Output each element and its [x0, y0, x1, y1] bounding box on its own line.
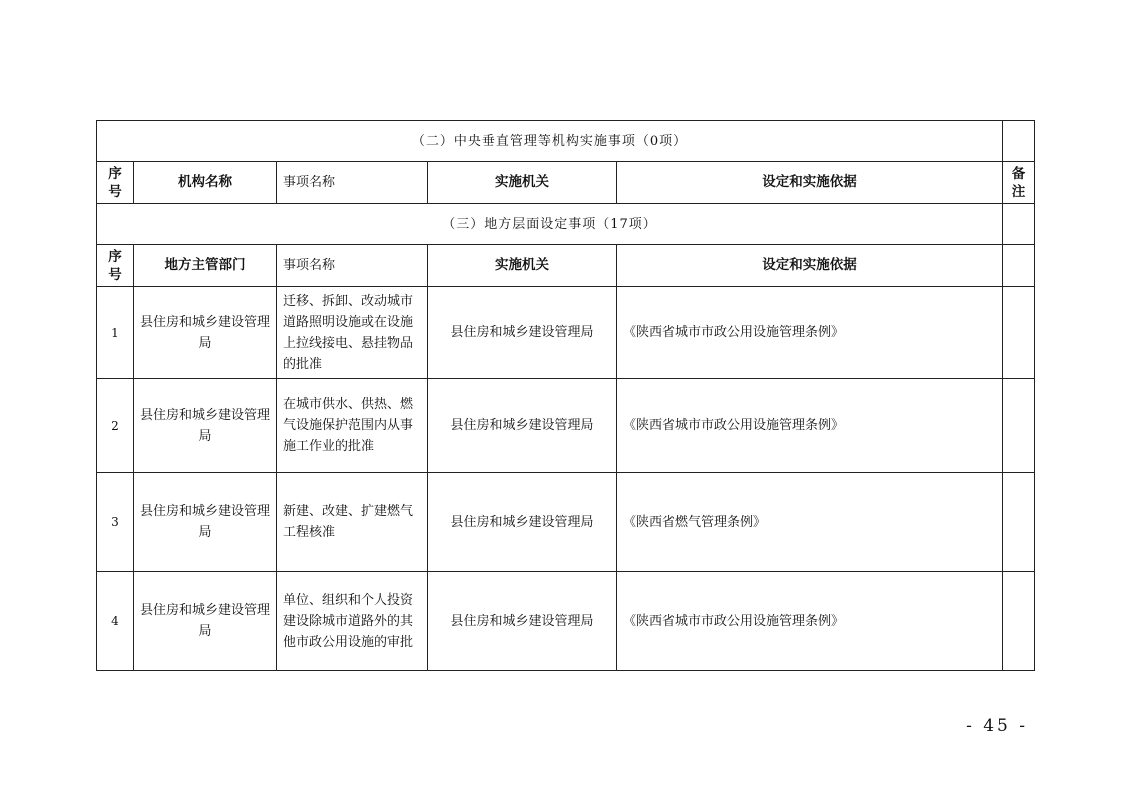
page-number: - 45 - — [966, 716, 1028, 736]
row-authority: 县住房和城乡建设管理局 — [428, 473, 617, 572]
row-dept: 县住房和城乡建设管理局 — [134, 572, 277, 671]
section-two-title: （二）中央垂直管理等机构实施事项（0项） — [97, 121, 1003, 162]
row-item: 新建、改建、扩建燃气工程核准 — [277, 473, 428, 572]
row-item: 单位、组织和个人投资建设除城市道路外的其他市政公用设施的审批 — [277, 572, 428, 671]
table-row — [97, 572, 1035, 671]
section-three-header-row — [97, 245, 1035, 287]
row-note — [1003, 287, 1035, 379]
section-three-title: （三）地方层面设定事项（17项） — [97, 204, 1003, 245]
row-serial: 4 — [97, 572, 134, 671]
row-basis: 《陕西省城市市政公用设施管理条例》 — [617, 287, 1003, 379]
table-row — [97, 379, 1035, 473]
row-authority: 县住房和城乡建设管理局 — [428, 287, 617, 379]
header-item-name: 事项名称 — [277, 162, 428, 204]
row-dept: 县住房和城乡建设管理局 — [134, 379, 277, 473]
header-basis: 设定和实施依据 — [617, 245, 1003, 287]
table-row — [97, 287, 1035, 379]
header-authority: 实施机关 — [428, 162, 617, 204]
header-note — [1003, 245, 1035, 287]
row-note — [1003, 572, 1035, 671]
row-serial: 3 — [97, 473, 134, 572]
row-serial: 2 — [97, 379, 134, 473]
approval-items-table — [96, 120, 1035, 671]
header-note: 备注 — [1003, 162, 1035, 204]
row-dept: 县住房和城乡建设管理局 — [134, 473, 277, 572]
section-three-note-cell — [1003, 204, 1035, 245]
row-dept: 县住房和城乡建设管理局 — [134, 287, 277, 379]
row-note — [1003, 473, 1035, 572]
header-serial: 序号 — [97, 245, 134, 287]
header-item-name: 事项名称 — [277, 245, 428, 287]
row-authority: 县住房和城乡建设管理局 — [428, 572, 617, 671]
header-authority: 实施机关 — [428, 245, 617, 287]
section-three-row — [97, 204, 1035, 245]
table-row — [97, 473, 1035, 572]
header-serial: 序号 — [97, 162, 134, 204]
row-authority: 县住房和城乡建设管理局 — [428, 379, 617, 473]
section-two-note-cell — [1003, 121, 1035, 162]
row-note — [1003, 379, 1035, 473]
header-basis: 设定和实施依据 — [617, 162, 1003, 204]
header-local-dept: 地方主管部门 — [134, 245, 277, 287]
row-item: 在城市供水、供热、燃气设施保护范围内从事施工作业的批准 — [277, 379, 428, 473]
row-serial: 1 — [97, 287, 134, 379]
header-agency-name: 机构名称 — [134, 162, 277, 204]
section-two-header-row — [97, 162, 1035, 204]
section-two-row — [97, 121, 1035, 162]
row-item: 迁移、拆卸、改动城市道路照明设施或在设施上拉线接电、悬挂物品的批准 — [277, 287, 428, 379]
row-basis: 《陕西省城市市政公用设施管理条例》 — [617, 379, 1003, 473]
row-basis: 《陕西省城市市政公用设施管理条例》 — [617, 572, 1003, 671]
row-basis: 《陕西省燃气管理条例》 — [617, 473, 1003, 572]
